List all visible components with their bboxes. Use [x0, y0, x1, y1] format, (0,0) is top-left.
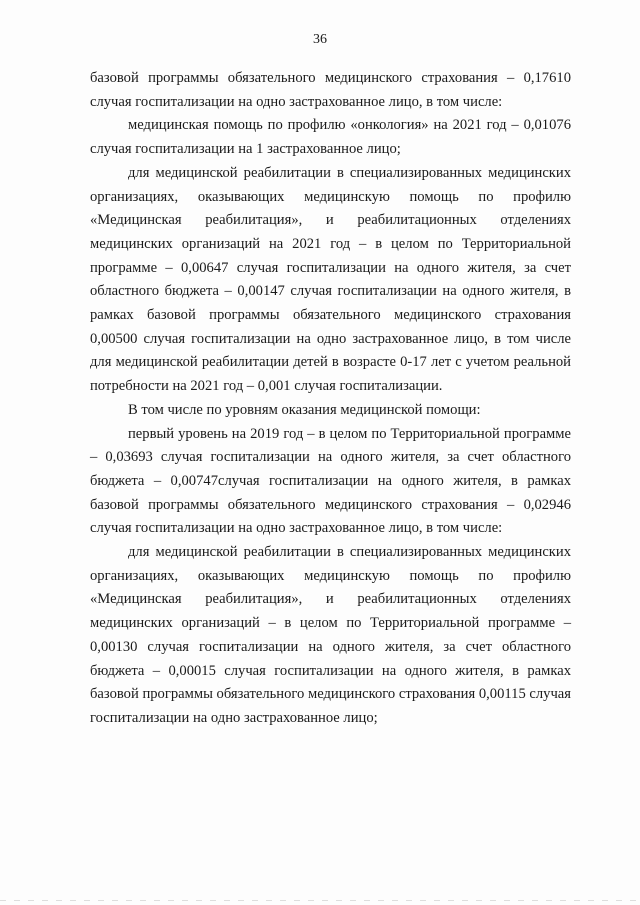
paragraph-levels-heading: В том числе по уровням оказания медицинской помощи: [128, 401, 481, 418]
scan-edge-artifact [0, 900, 640, 901]
paragraph-first-level-rehabilitation: для медицинской реабилитации в специализированных медицинских организациях, оказывающих медицинскую помощь по профилю «Медицинская реабилитация», и реабилитационных отделениях медицинских организаций – в целом по Территориальной программе – 0,00130 случая госпитализации на одного жителя, за счет областного бюджета – 0,00015 случая госпитализации на одного жителя, в рамках базовой программы обязательного медицинского страхования 0,00115 случая госпитализации на одно застрахованное лицо; [90, 544, 571, 726]
body-text [90, 67, 571, 731]
page-number: 36 [313, 32, 327, 47]
paragraph-rehabilitation-2021: для медицинской реабилитации в специализированных медицинских организациях, оказывающих медицинскую помощь по профилю «Медицинская реабилитация», и реабилитационных отделениях медицинских организаций на 2021 год – в целом по Территориальной программе – 0,00647 случая госпитализации на одного жителя, за счет областного бюджета – 0,00147 случая госпитализации на одного жителя, в рамках базовой программы обязательного медицинского страхования 0,00500 случая госпитализации на одно застрахованное лицо, в том числе для медицинской реабилитации детей в возрасте 0-17 лет с учетом реальной потребности на 2021 год – 0,001 случая госпитализации. [90, 164, 571, 395]
paragraph-first-level: первый уровень на 2019 год – в целом по Территориальной программе – 0,03693 случая госпитализации на одного жителя, за счет областного бюджета – 0,00747случая госпитализации на одного жителя, в рамках базовой программы обязательного медицинского страхования – 0,02946 случая госпитализации на одно застрахованное лицо, в том числе: [90, 425, 571, 537]
paragraph-basic-program-total: базовой программы обязательного медицинского страхования – 0,17610 случая госпитализации на одно застрахованное лицо, в том числе: [90, 70, 571, 110]
paragraph-oncology: медицинская помощь по профилю «онкология» на 2021 год – 0,01076 случая госпитализации на 1 застрахованное лицо; [90, 117, 571, 158]
